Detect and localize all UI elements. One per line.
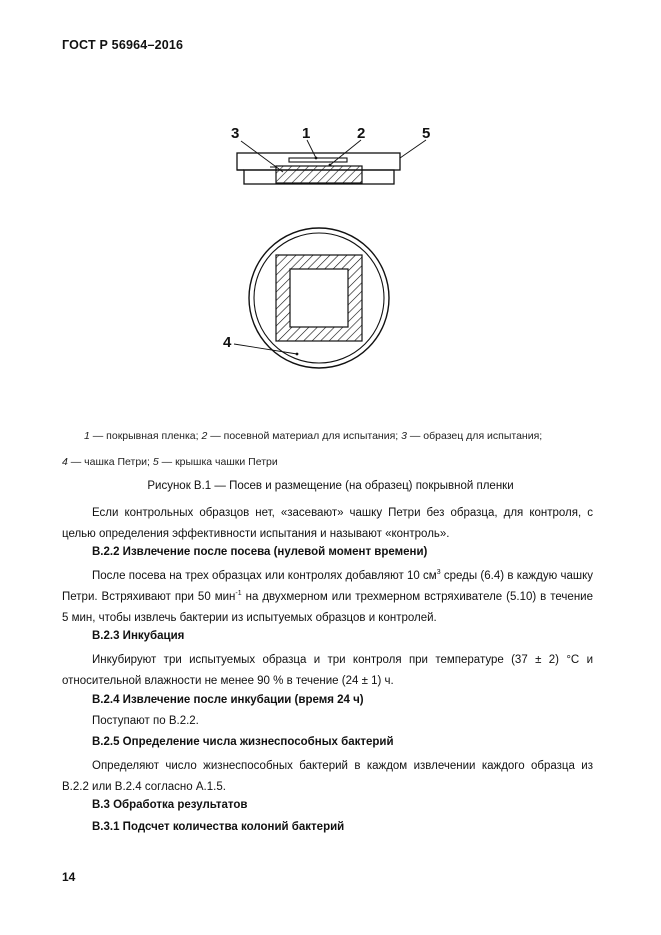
figure-legend-line-1 [84, 430, 542, 442]
paragraph-extraction-after-seeding [62, 566, 593, 629]
heading-b-2-2: В.2.2 Извлечение после посева (нулевой момент времени) [92, 546, 428, 558]
label-3: 3 [231, 125, 240, 142]
p2-sup-2: -1 [235, 590, 242, 597]
heading-b-3: В.3 Обработка результатов [92, 799, 248, 811]
p2-part-b: среды (6.4) в каждую чашку Петри. Встряхивают при 50 мин [62, 570, 593, 603]
heading-b-2-3: В.2.3 Инкубация [92, 630, 185, 642]
legend-text: — чашка Петри; [67, 456, 153, 468]
figure-petri-dish [0, 118, 661, 380]
top-view [234, 228, 389, 368]
p2-sup-1: 3 [436, 569, 441, 576]
legend-text: — крышка чашки Петри [158, 456, 278, 468]
legend-num: 4 [62, 456, 68, 468]
legend-num: 5 [152, 456, 159, 468]
page-number: 14 [62, 870, 76, 884]
legend-text: — покрывная пленка; [89, 430, 202, 442]
label-2: 2 [357, 125, 366, 142]
legend-text: — образец для испытания; [406, 430, 543, 442]
legend-num: 2 [201, 430, 208, 442]
heading-b-2-5: В.2.5 Определение числа жизнеспособных бактерий [92, 736, 394, 748]
cover-film-top [290, 269, 348, 327]
legend-num: 3 [401, 430, 407, 442]
document-header: ГОСТ Р 56964–2016 [62, 38, 184, 52]
paragraph-control: Если контрольных образцов нет, «засевают» чашку Петри без образца, для контроля, с целью определения эффективности испытания и называют «контроль». [62, 507, 593, 540]
figure-caption: Рисунок В.1 — Посев и размещение (на образец) покрывной пленки [147, 480, 514, 492]
legend-text: — посевной материал для испытания; [207, 430, 402, 442]
label-1: 1 [302, 125, 311, 142]
paragraph-see-b-2-2: Поступают по В.2.2. [92, 715, 199, 727]
label-5: 5 [422, 125, 431, 142]
heading-b-2-4: В.2.4 Извлечение после инкубации (время 24 ч) [92, 694, 364, 706]
sample-side [276, 166, 362, 183]
paragraph-viable-count: Определяют число жизнеспособных бактерий в каждом извлечении каждого образца из В.2.2 или В.2.4 согласно А.1.5. [62, 760, 593, 793]
p2-part-c: на двухмерном или трехмерном встряхивателе (5.10) в течение 5 мин, чтобы извлечь бактерии из испытуемых образцов и контролей. [62, 591, 593, 624]
legend-num: 1 [84, 430, 90, 442]
side-view [237, 140, 426, 184]
label-4: 4 [223, 334, 232, 351]
figure-legend-line-2 [62, 456, 278, 468]
paragraph-incubation: Инкубируют три испытуемых образца и три контроля при температуре (37 ± 2) °С и относительной влажности не менее 90 % в течение (24 ± 1) ч. [62, 654, 593, 687]
heading-b-3-1: В.3.1 Подсчет количества колоний бактерий [92, 821, 345, 833]
p2-part-a: После посева на трех образцах или контролях добавляют 10 см [92, 570, 437, 582]
